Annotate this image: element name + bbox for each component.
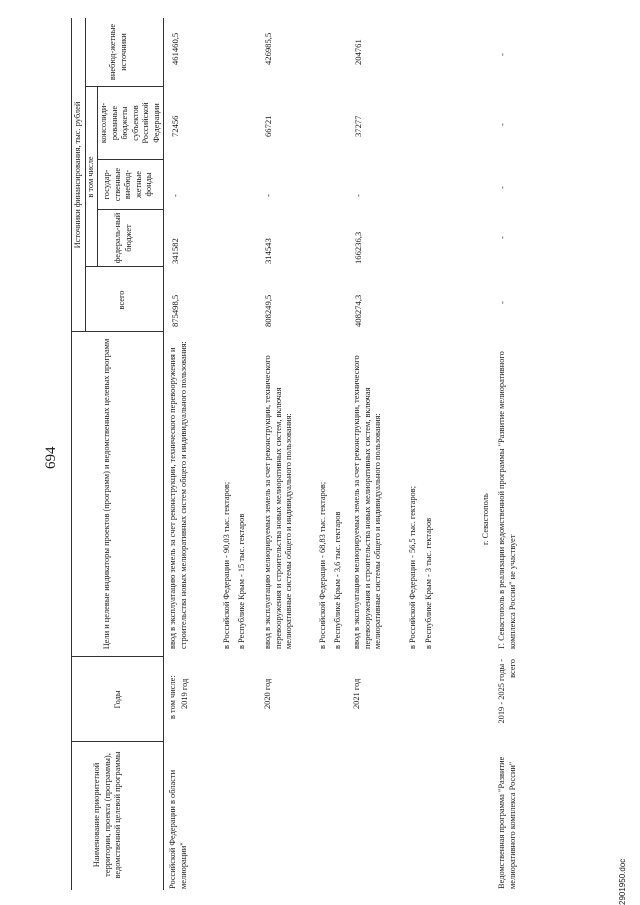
goal-2019-sub2: в Республике Крым - 15 тыс. гектаров <box>237 513 246 649</box>
col-sep-2 <box>71 656 163 657</box>
col-sep-4 <box>85 266 163 267</box>
total-2020: 808249,5 <box>263 294 273 327</box>
file-name: 2901950.doc <box>618 858 627 905</box>
consolidated-2021: 37277 <box>353 115 363 137</box>
federal-2020: 314543 <box>263 238 273 264</box>
federal-2021: 166236,3 <box>353 231 363 264</box>
header-consolidated: консолиди-рованные бюджеты субъектов Российской Федерации <box>99 102 161 144</box>
goal-2021-sub1: в Российской Федерации - 56,5 тыс. гектаров; <box>408 485 417 649</box>
sevastopol-state-offbudget: - <box>497 186 507 189</box>
header-total: всего <box>117 290 126 310</box>
header-sources: Источники финансирования, тыс. рублей <box>73 101 82 249</box>
total-2019: 875498,5 <box>170 294 180 327</box>
goal-2020-sub1: в Российской Федерации - 68,83 тыс. гектаров; <box>318 481 327 649</box>
goal-2019: ввод в эксплуатацию земель за счет реконструкции, технического перевооружения и строительства новых мелиоративных систем общего и индивидуального пользования: <box>168 341 188 649</box>
offbudget-2020: 426985,5 <box>263 32 273 65</box>
row-year-label: в том числе: <box>168 675 177 719</box>
in-that-sub-rule <box>97 87 98 267</box>
consolidated-2020: 66721 <box>263 115 273 137</box>
col-sep-6 <box>97 159 163 160</box>
consolidated-2019: 72456 <box>170 115 180 137</box>
offbudget-2019: 461460,5 <box>170 32 180 65</box>
col-sep-5 <box>97 209 163 210</box>
total-2021: 408274,3 <box>353 294 363 327</box>
goal-2021-sub2: в Республике Крым - 3 тыс. гектаров <box>424 517 433 649</box>
year-2020: 2020 год <box>263 678 272 709</box>
header-years: Годы <box>113 690 122 709</box>
region-sevastopol: г. Севастополь <box>481 493 490 545</box>
state-offbudget-2019: - <box>170 194 180 197</box>
year-2019: 2019 год <box>180 678 189 709</box>
header-top-rule <box>71 18 72 890</box>
header-state-offbudget: государ-ственные внебюд-жетные фонды <box>102 167 153 202</box>
goal-2020-sub2: в Республике Крым - 3,6 тыс. гектаров <box>333 511 342 649</box>
header-bottom-rule <box>163 18 164 890</box>
sevastopol-consolidated: - <box>497 123 507 126</box>
row-name-federation: Российской Федерации в области мелиорации" <box>168 769 188 889</box>
sevastopol-years: 2019 - 2025 годы - всего <box>497 659 517 724</box>
year-2021: 2021 год <box>352 678 361 709</box>
sevastopol-offbudget: - <box>497 53 507 56</box>
page-number: 694 <box>43 446 59 469</box>
offbudget-2021: 204761 <box>353 39 363 65</box>
sevastopol-goal: Г. Севастополь в реализации ведомственной программы "Развитие мелиоративного комплекса России" не участвует <box>497 351 517 649</box>
goal-2021: ввод в эксплуатацию мелиорируемых земель за счет реконструкции, технического перевооружения и строительства новых мелиоративных систем, включая мелиоративные системы общего и индивидуального пользования: <box>352 355 382 649</box>
header-offbudget: внебюд-жетные источники <box>108 23 128 81</box>
header-federal: федераль-ный бюджет <box>113 212 133 264</box>
state-offbudget-2020: - <box>263 194 273 197</box>
sevastopol-federal: - <box>497 236 507 239</box>
federal-2019: 341582 <box>170 238 180 264</box>
col-sep-7 <box>85 86 163 87</box>
goal-2020: ввод в эксплуатацию мелиорируемых земель за счет реконструкции, технического перевооружения и строительства новых мелиоративных систем, включая мелиоративные системы общего и индивидуального пользования: <box>263 355 293 649</box>
col-sep-1 <box>71 741 163 742</box>
header-goals: Цели и целевые индикаторы проектов (программ) и ведомственных целевых программ <box>102 338 111 650</box>
sevastopol-total: - <box>497 301 507 304</box>
header-in-that: в том числе <box>86 156 95 198</box>
state-offbudget-2021: - <box>353 194 363 197</box>
col-sep-3 <box>71 331 163 332</box>
header-name: Наименование приоритетной территории, проекта (программы), ведомственной целевой программы <box>92 751 122 879</box>
sevastopol-program-name: Ведомственная программа "Развитие мелиоративного комплекса России" <box>497 756 517 889</box>
goal-2019-sub1: в Российской Федерации - 90,03 тыс. гектаров; <box>222 481 231 649</box>
